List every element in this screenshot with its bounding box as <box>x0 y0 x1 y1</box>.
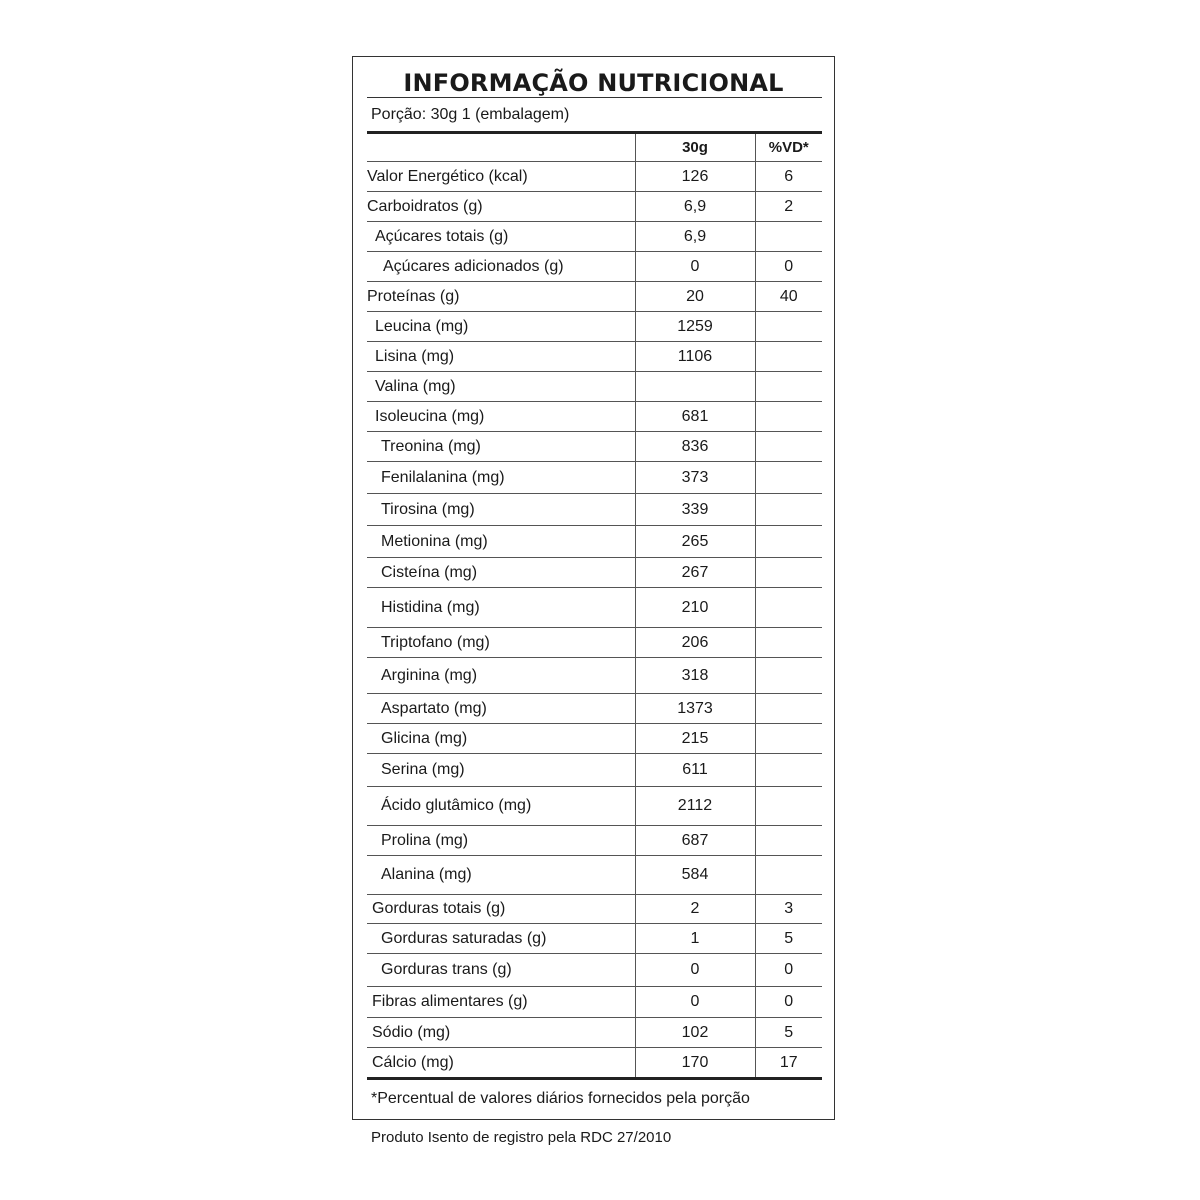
nutrient-daily-value: 40 <box>755 282 822 312</box>
nutrient-row <box>367 526 822 558</box>
nutrient-daily-value <box>755 658 822 694</box>
nutrient-quantity: 2 <box>635 895 755 924</box>
nutrient-name: Açúcares adicionados (g) <box>367 252 635 282</box>
nutrient-name: Carboidratos (g) <box>367 192 635 222</box>
nutrient-quantity: 1259 <box>635 312 755 342</box>
nutrient-quantity: 584 <box>635 856 755 895</box>
nutrient-daily-value <box>755 628 822 658</box>
nutrient-row <box>367 724 822 754</box>
nutrient-quantity: 6,9 <box>635 192 755 222</box>
nutrient-name: Lisina (mg) <box>367 342 635 372</box>
nutrient-daily-value <box>755 342 822 372</box>
nutrient-row <box>367 1048 822 1079</box>
nutrient-row <box>367 754 822 787</box>
nutrient-name: Histidina (mg) <box>367 588 635 628</box>
nutrient-daily-value <box>755 694 822 724</box>
nutrient-name: Metionina (mg) <box>367 526 635 558</box>
nutrient-row <box>367 372 822 402</box>
nutrient-row <box>367 342 822 372</box>
nutrient-daily-value <box>755 588 822 628</box>
nutrition-table-body <box>367 133 822 1079</box>
nutrient-name: Gorduras saturadas (g) <box>367 924 635 954</box>
nutrient-row <box>367 312 822 342</box>
nutrient-row <box>367 402 822 432</box>
nutrient-name: Gorduras trans (g) <box>367 954 635 987</box>
registration-note: Produto Isento de registro pela RDC 27/2010 <box>371 1129 672 1146</box>
nutrient-row <box>367 826 822 856</box>
nutrient-quantity: 126 <box>635 162 755 192</box>
nutrient-daily-value: 2 <box>755 192 822 222</box>
nutrient-quantity: 339 <box>635 494 755 526</box>
nutrient-name: Treonina (mg) <box>367 432 635 462</box>
nutrient-row <box>367 987 822 1018</box>
nutrient-name: Aspartato (mg) <box>367 694 635 724</box>
nutrient-row <box>367 432 822 462</box>
portion-size: Porção: 30g 1 (embalagem) <box>371 106 570 123</box>
nutrient-row <box>367 192 822 222</box>
header-nutrient-cell <box>367 133 635 162</box>
nutrient-quantity: 20 <box>635 282 755 312</box>
nutrient-name: Cisteína (mg) <box>367 558 635 588</box>
title-divider <box>367 97 822 98</box>
nutrient-daily-value <box>755 826 822 856</box>
nutrient-quantity: 373 <box>635 462 755 494</box>
nutrient-name: Triptofano (mg) <box>367 628 635 658</box>
nutrient-daily-value: 0 <box>755 252 822 282</box>
nutrient-name: Gorduras totais (g) <box>367 895 635 924</box>
header-quantity-cell: 30g <box>635 133 755 162</box>
nutrient-daily-value <box>755 494 822 526</box>
nutrient-quantity: 0 <box>635 987 755 1018</box>
header-daily-value-cell: %VD* <box>755 133 822 162</box>
nutrient-daily-value <box>755 787 822 826</box>
nutrient-name: Valor Energético (kcal) <box>367 162 635 192</box>
nutrient-quantity: 6,9 <box>635 222 755 252</box>
nutrient-daily-value <box>755 754 822 787</box>
nutrient-row <box>367 694 822 724</box>
nutrient-quantity: 681 <box>635 402 755 432</box>
nutrient-quantity: 206 <box>635 628 755 658</box>
nutrient-name: Arginina (mg) <box>367 658 635 694</box>
nutrient-name: Cálcio (mg) <box>367 1048 635 1079</box>
nutrient-name: Isoleucina (mg) <box>367 402 635 432</box>
nutrient-quantity: 687 <box>635 826 755 856</box>
panel-title: INFORMAÇÃO NUTRICIONAL <box>403 69 784 97</box>
nutrient-quantity: 611 <box>635 754 755 787</box>
nutrient-row <box>367 162 822 192</box>
nutrient-row <box>367 222 822 252</box>
nutrient-row <box>367 252 822 282</box>
nutrient-name: Sódio (mg) <box>367 1018 635 1048</box>
daily-value-footnote: *Percentual de valores diários fornecidos pela porção <box>371 1090 750 1107</box>
nutrient-row <box>367 954 822 987</box>
nutrient-row <box>367 856 822 895</box>
nutrient-daily-value: 17 <box>755 1048 822 1079</box>
nutrient-name: Proteínas (g) <box>367 282 635 312</box>
nutrient-row <box>367 895 822 924</box>
nutrient-quantity: 210 <box>635 588 755 628</box>
nutrient-name: Fenilalanina (mg) <box>367 462 635 494</box>
nutrient-quantity: 1 <box>635 924 755 954</box>
nutrient-row <box>367 787 822 826</box>
nutrient-quantity: 267 <box>635 558 755 588</box>
nutrition-facts-panel <box>352 56 835 1120</box>
nutrient-daily-value <box>755 526 822 558</box>
nutrient-quantity: 0 <box>635 954 755 987</box>
nutrient-name: Valina (mg) <box>367 372 635 402</box>
nutrient-quantity <box>635 372 755 402</box>
nutrient-daily-value <box>755 372 822 402</box>
nutrient-daily-value: 0 <box>755 987 822 1018</box>
nutrient-name: Açúcares totais (g) <box>367 222 635 252</box>
nutrient-daily-value <box>755 432 822 462</box>
nutrient-quantity: 215 <box>635 724 755 754</box>
nutrient-daily-value <box>755 402 822 432</box>
nutrient-name: Serina (mg) <box>367 754 635 787</box>
nutrient-daily-value: 0 <box>755 954 822 987</box>
nutrient-row <box>367 924 822 954</box>
nutrient-quantity: 1106 <box>635 342 755 372</box>
nutrient-row <box>367 558 822 588</box>
nutrient-row <box>367 282 822 312</box>
nutrient-name: Fibras alimentares (g) <box>367 987 635 1018</box>
nutrition-table <box>367 131 822 1080</box>
nutrient-row <box>367 1018 822 1048</box>
nutrient-name: Ácido glutâmico (mg) <box>367 787 635 826</box>
nutrient-name: Alanina (mg) <box>367 856 635 895</box>
nutrient-daily-value <box>755 312 822 342</box>
nutrient-daily-value: 3 <box>755 895 822 924</box>
nutrient-daily-value <box>755 856 822 895</box>
nutrient-name: Prolina (mg) <box>367 826 635 856</box>
table-header-row <box>367 133 822 162</box>
nutrient-daily-value: 5 <box>755 924 822 954</box>
nutrient-row <box>367 462 822 494</box>
nutrient-quantity: 170 <box>635 1048 755 1079</box>
nutrient-quantity: 102 <box>635 1018 755 1048</box>
nutrient-quantity: 2112 <box>635 787 755 826</box>
nutrient-name: Leucina (mg) <box>367 312 635 342</box>
nutrient-quantity: 265 <box>635 526 755 558</box>
nutrient-row <box>367 494 822 526</box>
nutrient-quantity: 318 <box>635 658 755 694</box>
nutrient-daily-value <box>755 558 822 588</box>
nutrient-name: Glicina (mg) <box>367 724 635 754</box>
nutrient-row <box>367 588 822 628</box>
nutrient-daily-value <box>755 222 822 252</box>
nutrient-quantity: 836 <box>635 432 755 462</box>
nutrient-daily-value: 5 <box>755 1018 822 1048</box>
nutrient-daily-value <box>755 462 822 494</box>
nutrient-row <box>367 658 822 694</box>
nutrient-daily-value: 6 <box>755 162 822 192</box>
nutrient-row <box>367 628 822 658</box>
nutrient-daily-value <box>755 724 822 754</box>
nutrient-quantity: 1373 <box>635 694 755 724</box>
nutrient-name: Tirosina (mg) <box>367 494 635 526</box>
nutrient-quantity: 0 <box>635 252 755 282</box>
